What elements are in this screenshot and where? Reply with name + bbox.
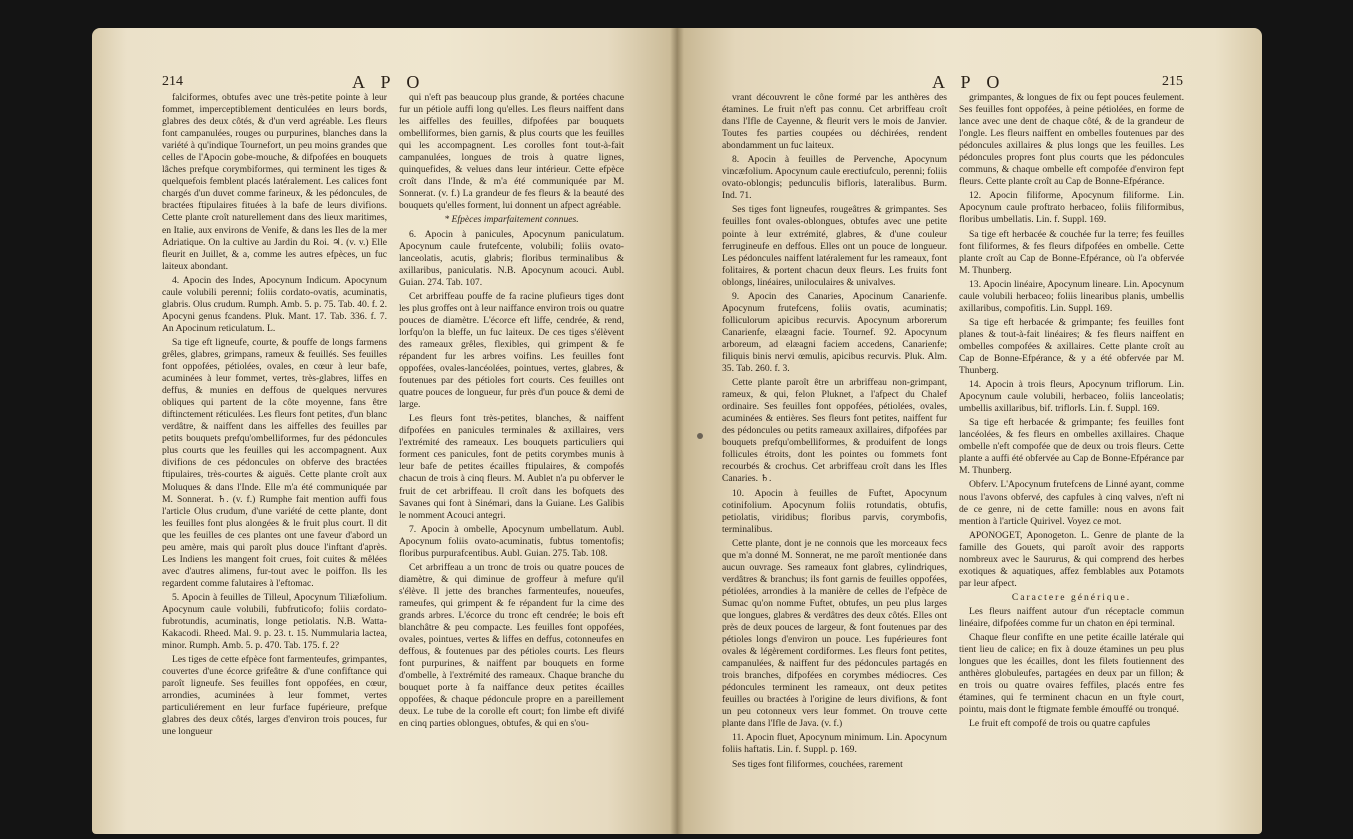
paragraph: Chaque fleur confifte en une petite écaille latérale qui tient lieu de calice; en fix à douze étamines un peu plus longues que les écailles, dont les filets foutiennent des anthères globuleufes, partagées en deux par un fillon; & en trois ou quatre ovaires feffiles, placés entre fes étamines, qui fe terminent chacun en un ftyle court, pointu, mais dont le ftigmate femble émouffé ou tronqué.: [959, 632, 1184, 716]
right-page: [677, 28, 1262, 834]
right-running-head: A P O: [932, 72, 1006, 92]
paragraph: qui n'eft pas beaucoup plus grande, & portées chacune fur un pétiole auffi long qu'elles. Les fleurs naiffent dans les aiffelles des feuilles, difpofées par bouquets ombelliformes, bien garnis, & plus courts que les feuilles qui les accompagnent. Les corolles font tout-à-fait campanulées, longues de trois à quatre lignes, quinquefides, & velues dans leur intérieur. Cette efpèce croît dans l'Inde, & m'a été communiquée par M. Sonnerat. (v. f.) La grandeur de fes fleurs & la beauté des bouquets qu'elles forment, lui donnent un afpect agréable.: [399, 92, 624, 212]
paragraph: 7. Apocin à ombelle, Apocynum umbellatum. Aubl. Apocynum foliis ovato-acuminatis, fubtus tomentofis; floribus purpurafcentibus. Aubl. Guian. 275. Tab. 108.: [399, 523, 624, 559]
binding-hole: [697, 433, 703, 439]
left-page: [92, 28, 677, 834]
paragraph: 14. Apocin à trois fleurs, Apocynum triflorum. Lin. Apocynum caule volubili, herbaceo, foliis lanceolatis; umbellis axillaribus, bif. triflorIs. Lin. f. Suppl. 169.: [959, 379, 1184, 415]
paragraph: APONOGET, Aponogeton. L. Genre de plante de la famille des Gouets, qui paroît avoir des rapports nombreux avec le Saururus, & qui comprend des herbes exotiques & aquatiques, affez femblables aux Potamots par leur afpect.: [959, 529, 1184, 589]
paragraph: 8. Apocin à feuilles de Pervenche, Apocynum vincæfolium. Apocynum caule erectiufculo, perenni; foliis ovato-oblongis; pedunculis bifloris, lateralibus. Burm. Ind. 71.: [722, 154, 947, 202]
paragraph: 5. Apocin à feuilles de Tilleul, Apocynum Tiliæfolium. Apocynum caule volubili, fubfruticofo; foliis cordato-fubrotundis, acuminatis, longe petiolatis. N.B. Watta-Kakacodi. Rheed. Mal. 9. p. 23. t. 15. Nummularia lactea, minor. Rumph. Amb. 5. p. 470. Tab. 175. f. 2?: [162, 591, 387, 652]
paragraph: Ses tiges font filiformes, couchées, rarement: [732, 758, 903, 770]
paragraph: 12. Apocin filiforme, Apocynum filiforme. Lin. Apocynum caule proftrato herbaceo, foliis filiformibus, floribus umbellatis. Lin. f. Suppl. 169.: [959, 190, 1184, 226]
paragraph: 13. Apocin linéaire, Apocynum lineare. Lin. Apocynum caule volubili herbaceo; foliis linearibus planis, umbellis axillaribus, compofitis. Lin. Suppl. 169.: [959, 278, 1184, 314]
right-page-number: 215: [1162, 74, 1183, 89]
paragraph: falciformes, obtufes avec une très-petite pointe à leur fommet, imperceptiblement denticulées en leurs bords, glabres des deux côtés, & d'un verd agréable. Les fleurs font campanulées, rouges ou purpurines, blanches dans la variété à qu'indique Tournefort, un peu moins grandes que celles de l'Apocin gobe-mouche, & difpofées en bouquets lâches prefque corymbiformes, qui terminent les tiges & quelquefois femblent placés latéralement. Les calices font chargés d'un duvet comme farineux, & les pédoncules, de bractées ftipulaires fituées à la bafe de leurs divifions. Cette plante croît naturellement dans des lieux maritimes, en Italie, aux environs de Venife, & dans les Iles de la mer Adriatique. On la cultive au Jardin du Roi. ♃. (v. v.) Elle fleurit en Juillet, & a, comme les autres efpèces, un fuc laiteux abondant.: [162, 92, 387, 272]
book-gutter: [670, 28, 684, 834]
paragraph: vrant découvrent le cône formé par les anthères des étamines. Le fruit n'eft pas connu. Cet arbriffeau croît dans l'Ifle de Cayenne, & fleurit vers le mois de Janvier. Toutes fes parties coupées ou déchirées, rendent abondamment un fuc laiteux.: [722, 92, 947, 152]
paragraph: Le fruit eft compofé de trois ou quatre capfules: [969, 718, 1151, 730]
paragraph: Ses tiges font ligneufes, rougeâtres & grimpantes. Ses feuilles font ovales-oblongues, obtufes avec une petite pointe à leur extrémité, glabres, & d'une couleur ferrugineufe en deffous. Elles ont un pouce de longueur. Les pédoncules naiffent latéralement fur les rameaux, font folitaires, & portent chacun deux fleurs. Les fruits font oblongs, linéaires, uniloculaires & univalves.: [722, 204, 947, 288]
paragraph: Sa tige eft herbacée & grimpante; fes feuilles font planes & tout-à-fait linéaires; & fes fleurs naiffent en ombelles compofées & axillaires. Cette plante croît au Cap de Bonne-Efpérance, & y a été obfervée par M. Thunberg.: [959, 316, 1184, 377]
paragraph: 6. Apocin à panicules, Apocynum paniculatum. Apocynum caule frutefcente, volubili; foliis ovato-lanceolatis, acutis, glabris; floribus terminalibus & axillaribus, paniculatis. N.B. Apocynum acouci. Aubl. Guian. 274. Tab. 107.: [399, 228, 624, 288]
right-column-1: [722, 92, 947, 812]
paragraph: grimpantes, & longues de fix ou fept pouces feulement. Ses feuilles font oppofées, à peine pétiolées, en forme de lance avec une dent de chaque côté, & de la grandeur de l'ongle. Les fleurs naiffent en ombelles foutenues par des pédoncules axillaires & plus longs que les feuilles. Les pédoncules propres font plus courts que les pédoncules communs, & chaque ombelle eft compofée d'environ fept fleurs. Cette plante croît au Cap de Bonne-Efpérance.: [959, 92, 1184, 188]
left-column-1: [162, 92, 387, 812]
paragraph: Cet arbriffeau a un tronc de trois ou quatre pouces de diamètre, & qui diminue de groffeur à mefure qu'il s'élève. Il jette des branches farmenteufes, noueufes, rameufes, qui grimpent & fe répandent fur la cime des grands arbres. L'écorce du tronc eft cendrée; le bois eft blanchâtre & peu compacte. Les feuilles font oppofées, ovales, pointues, vertes & liffes en deffus, cotonneufes en deffous, & foutenues par des pétioles courts. Les fleurs font purpurines, & naiffent par bouquets en forme d'ombelle, à l'extrémité des rameaux. Chaque branche du bouquet porte à fa naiffance deux petites écailles oppofées, & chaque pédoncule propre en a pareillement deux. Le tube de la corolle eft court; fon limbe eft divifé en cinq parties oblongues, obtufes, & qui en s'ou-: [399, 561, 624, 730]
paragraph: Sa tige eft herbacée & grimpante; fes feuilles font lancéolées, & fes fleurs en ombelles axillaires. Chaque ombelle n'eft compofée que de deux ou trois fleurs. Cette plante a auffi été obfervée au Cap de Bonne-Efpérance par M. Thunberg.: [959, 417, 1184, 477]
open-book: [92, 28, 1262, 834]
paragraph: Cette plante paroît être un arbriffeau non-grimpant, rameux, & qui, felon Pluknet, a l'afpect du Chalef ordinaire. Ses feuilles font oppofées, pétiolées, ovales, acuminées & entières. Ses fleurs font petites, naiffent fur des pédoncules ou petits rameaux axillaires, difpofées par bouquets prefqu'ombelliformes, & produifent de longs follicules étroits, dont les pointes ou fommets font recourbés & crochus. Cet arbriffeau croît dans les Ifles Canaries. ♄.: [722, 377, 947, 485]
paragraph: Les tiges de cette efpèce font farmenteufes, grimpantes, couvertes d'une écorce grifeâtre & d'une confiftance qui paroît ligneufe. Ses feuilles font oppofées, en cœur, arrondies, acuminées à leur fommet, vertes particuliérement en leur furface fupérieure, prefque glabres des deux côtés, larges d'environ trois pouces, fur une longueur: [162, 654, 387, 738]
paragraph: 10. Apocin à feuilles de Fuftet, Apocynum cotinifolium. Apocynum foliis rotundatis, obtufis, petiolatis, viridibus; floribus parvis, corymbofis, terminalibus.: [722, 487, 947, 535]
right-column-2: [959, 92, 1184, 812]
paragraph: Cette plante, dont je ne connois que les morceaux fecs que m'a donné M. Sonnerat, ne me paroît mentionée dans aucun ouvrage. Ses rameaux font glabres, cylindriques, verdâtres & branchus; ils font garnis de feuilles oppofées, pétiolées, arrondies à la manière de celles de l'efpèce de Sumac qu'on nomme Fuftet, obtufes, un peu plus larges que longues, glabres & verdâtres des deux côtés. Elles ont près de deux pouces de largeur, & font foutenues par des pétioles longs d'environ un pouce. Les fupérieures font ovales & légèrement cordiformes. Les fleurs font petites, campanulées, & naiffent fur des pédoncules partagés en trois branches, difpofées en corymbes médiocres. Ces pédoncules terminent les rameaux, ont deux petites feuilles ou bractées à l'origine de leurs divifions, & font un peu cotonneux vers leur fommet. On trouve cette plante dans l'Ifle de Java. (v. f.): [722, 537, 947, 730]
paragraph: Obferv. L'Apocynum frutefcens de Linné ayant, comme nous l'avons obfervé, des capfules à cinq valves, n'eft ni de ce genre, ni de cette famille: nous en avons fait mention à l'article Quirivel. Voyez ce mot.: [959, 479, 1184, 527]
section-heading: Caractere générique.: [1011, 591, 1132, 603]
paragraph: 4. Apocin des Indes, Apocynum Indicum. Apocynum caule volubili perenni; foliis cordato-ovatis, acuminatis, glabris. Olus crudum. Rumph. Amb. 5. p. 75. Tab. 40. f. 2. Apocyni genus fcandens. Pluk. Mant. 17. Tab. 336. f. 7. An Apocinum reticulatum. L.: [162, 274, 387, 334]
paragraph: Cet arbriffeau pouffe de fa racine plufieurs tiges dont les plus groffes ont à leur naiffance environ trois ou quatre pouces de diamètre. L'écorce eft liffe, cendrée, & rend, lorfqu'on la bleffe, un fuc laiteux. De ces tiges s'élèvent des rameaux grêles, flexibles, qui grimpent & fe répandent fur les arbres voifins. Les feuilles font oppofées, ovales-lancéolées, pointues, vertes, glabres, & foutenues par des pétioles fort courts. Ces feuilles ont quatre pouces de longueur, fur près d'un pouce & demi de large.: [399, 290, 624, 411]
left-running-head: A P O: [352, 72, 426, 92]
paragraph: Sa tige eft ligneufe, courte, & pouffe de longs farmens grêles, glabres, grimpans, rameux & feuillés. Ses feuilles font oppofées, pétiolées, ovales, en cœur à leur bafe, acuminées à leur fommet, vertes, très-glabres, liffes en deffus, & munies en deffous de quelques nervures obliques qui partent de la côte moyenne, fans être diftinctement réticulées. Les fleurs font petites, d'un blanc verdâtre, & naiffent dans les aiffelles des feuilles par petits bouquets prefqu'ombelliformes, fur des pédoncules plus courts que les feuilles qui les accompagnent. Aux divifions de ces pédoncules on obferve des bractées ftipulaires, très-courtes & aiguës. Cette plante croît aux Moluques & dans l'Inde. Elle m'a été communiquée par M. Sonnerat. ♄. (v. f.) Rumphe fait mention auffi fous l'article Olus crudum, d'une variété de cette plante, dont les feuilles font plus alongées & le fruit plus court. Il dit que les feuilles de ces plantes ont une faveur d'abord un peu amère, mais qui paroît plus douce l'inftant d'après. Les Indiens les mangent foit crues, foit cuites & mêlées avec d'autres alimens, fur-tout avec le poiffon. Ils les regardent comme falutaires à l'eftomac.: [162, 336, 387, 589]
paragraph: Sa tige eft herbacée & couchée fur la terre; fes feuilles font filiformes, & fes fleurs difpofées en ombelle. Cette plante croît au Cap de Bonne-Efpérance, où l'a obfervée M. Thunberg.: [959, 228, 1184, 276]
section-heading: * Efpèces imparfaitement connues.: [444, 214, 579, 226]
left-column-2: [399, 92, 624, 812]
paragraph: Les fleurs font très-petites, blanches, & naiffent difpofées en panicules terminales & axillaires, vers l'extrémité des rameaux. Les bouquets particuliers qui forment ces panicules, font de petits corymbes munis à leur bafe de petites écailles ftipulaires, & compofés chacun de trois à cinq fleurs. M. Aublet n'a pu obferver le fruit de cet arbriffeau. Il croît dans les bofquets des Savanes qui font à Sinémari, dans la Guiane. Les Galibis le nomment Acouci antegri.: [399, 413, 624, 521]
paragraph: Les fleurs naiffent autour d'un réceptacle commun linéaire, difpofées comme fur un chaton en épi terminal.: [959, 605, 1184, 629]
paragraph: 11. Apocin fluet, Apocynum minimum. Lin. Apocynum foliis haftatis. Lin. f. Suppl. p. 169.: [722, 732, 947, 756]
paragraph: 9. Apocin des Canaries, Apocinum Canarienfe. Apocynum frutefcens, foliis ovatis, acuminatis; folliculorum apicibus recurvis. Apocynum arborerum Canarienfe, elæagni facie. Tournef. 92. Apocynum arboreum, ad elæagni faciem accedens, Canarienfe; filiquis binis nervi œmulis, apicibus recurvis. Pluk. Alm. 35. Tab. 260. f. 3.: [722, 290, 947, 375]
left-page-number: 214: [162, 74, 183, 89]
